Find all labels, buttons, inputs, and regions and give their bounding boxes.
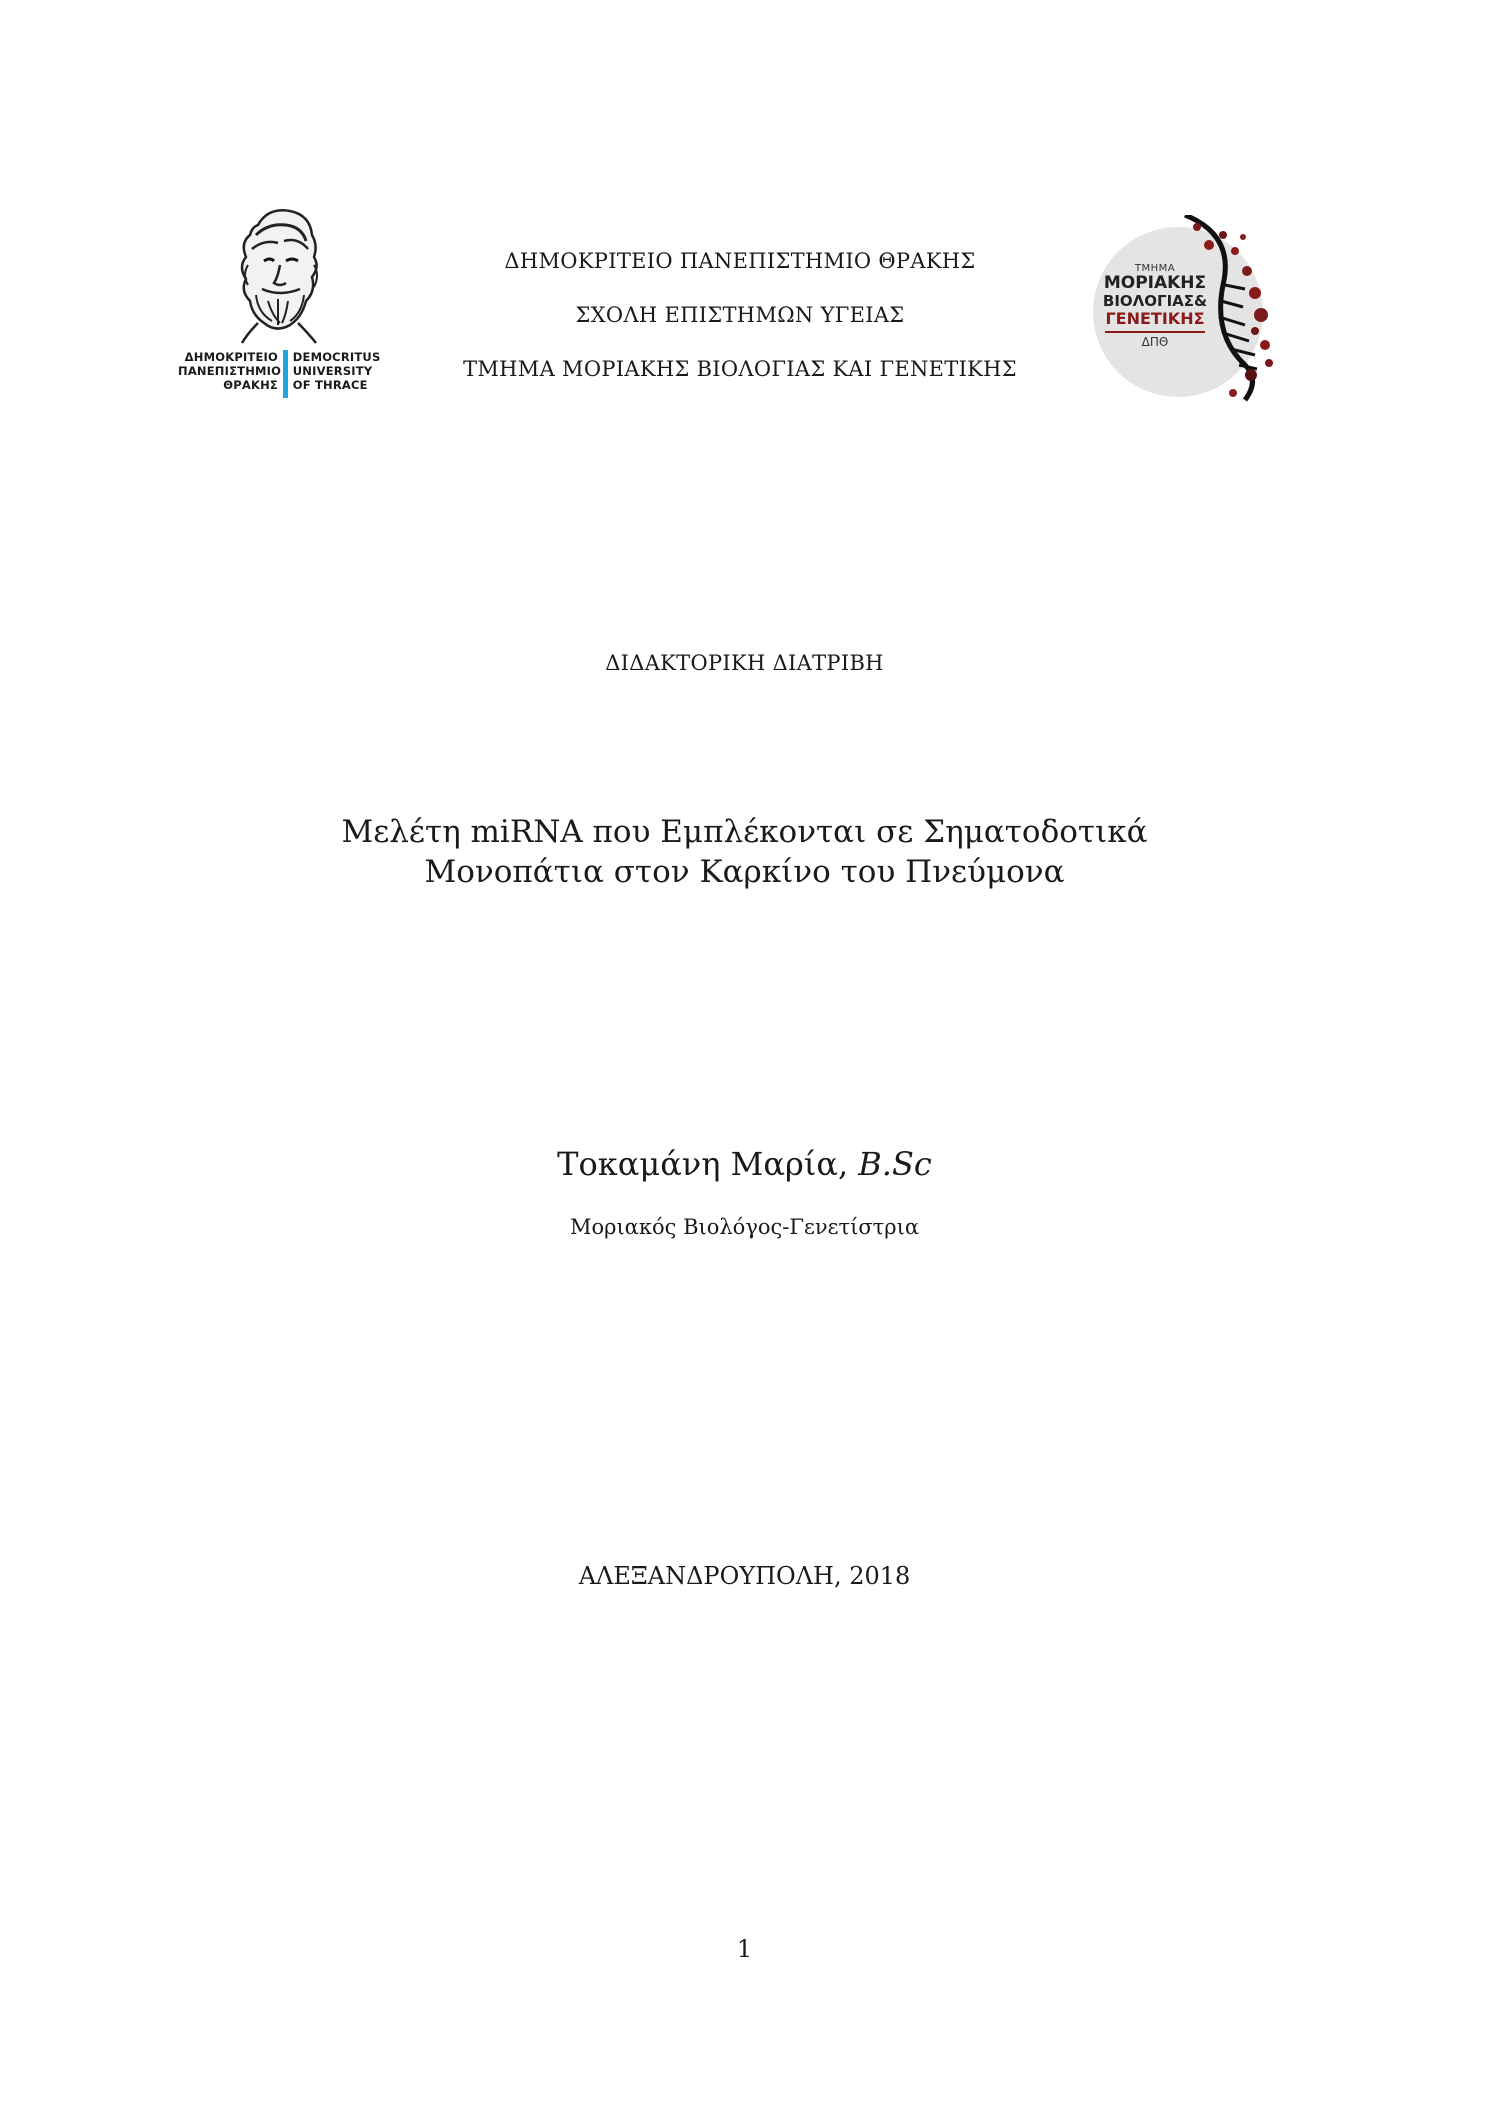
university-name-english — [288, 350, 388, 398]
department-name: ΤΜΗΜΑ ΜΟΡΙΑΚΗΣ ΒΙΟΛΟΓΙΑΣ ΚΑΙ ΓΕΝΕΤΙΚΗΣ — [463, 357, 1017, 381]
department-logo-line: ΓΕΝΕΤΙΚΗΣ — [1105, 309, 1205, 328]
thesis-title-line: Μονοπάτια στον Καρκίνο του Πνεύμονα — [424, 854, 1065, 890]
university-name-greek-line: ΔΗΜΟΚΡΙΤΕΙΟ — [184, 350, 278, 364]
department-logo-line: ΔΠΘ — [1141, 335, 1169, 349]
university-name-block — [178, 350, 388, 398]
author-name: Τοκαμάνη Μαρία, — [557, 1145, 849, 1183]
democritus-head-icon — [228, 205, 328, 345]
author-role: Μοριακός Βιολόγος-Γενετίστρια — [569, 1215, 920, 1239]
university-name-greek-line: ΠΑΝΕΠΙΣΤΗΜΙΟ — [178, 364, 282, 378]
place-year: ΑΛΕΞΑΝΔΡΟΥΠΟΛΗ, 2018 — [578, 1562, 911, 1590]
institution-heading — [420, 245, 1060, 407]
department-logo-line: ΜΟΡΙΑΚΗΣ — [1103, 273, 1207, 293]
department-logo-rule — [1105, 331, 1205, 333]
university-name-english-line: OF THRACE — [292, 378, 368, 392]
university-name: ΔΗΜΟΚΡΙΤΕΙΟ ΠΑΝΕΠΙΣΤΗΜΙΟ ΘΡΑΚΗΣ — [504, 249, 976, 273]
school-name: ΣΧΟΛΗ ΕΠΙΣΤΗΜΩΝ ΥΓΕΙΑΣ — [575, 303, 905, 327]
department-logo — [1085, 215, 1285, 405]
university-name-english-line: UNIVERSITY — [292, 364, 373, 378]
democritus-university-logo — [168, 205, 388, 405]
thesis-title — [0, 812, 1489, 892]
page-number: 1 — [736, 1935, 753, 1963]
author — [0, 1145, 1489, 1183]
department-logo-line: ΤΜΗΜΑ — [1134, 263, 1176, 274]
thesis-title-line: Μελέτη miRNA που Εμπλέκονται σε Σηματοδοτικά — [341, 814, 1148, 850]
department-logo-line: ΒΙΟΛΟΓΙΑΣ& — [1102, 292, 1208, 310]
university-name-greek — [178, 350, 283, 398]
department-logo-text — [1095, 263, 1215, 349]
document-type: ΔΙΔΑΚΤΟΡΙΚΗ ΔΙΑΤΡΙΒΗ — [605, 651, 884, 675]
university-name-english-line: DEMOCRITUS — [292, 350, 381, 364]
author-degree: B.Sc — [858, 1145, 932, 1183]
university-name-greek-line: ΘΡΑΚΗΣ — [223, 378, 278, 392]
